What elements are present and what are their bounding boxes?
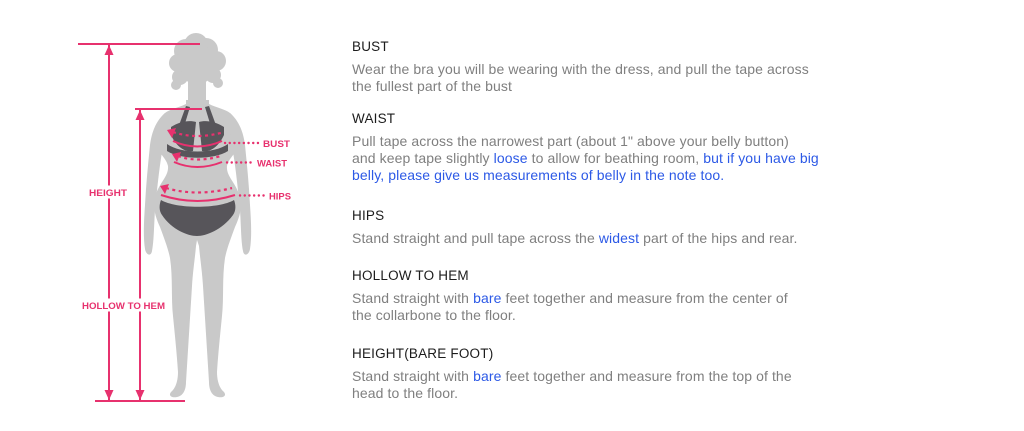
text-segment: and keep tape slightly <box>352 150 494 167</box>
section-heading: WAIST <box>352 111 396 126</box>
text-segment: Stand straight with <box>352 290 474 306</box>
section-body <box>352 133 867 185</box>
text-segment: to allow for beathing room, <box>527 150 704 167</box>
section-height-bare-foot <box>352 346 867 402</box>
section-body <box>352 61 867 95</box>
section-waist <box>352 111 867 185</box>
bust-label: BUST <box>263 139 291 150</box>
hollow-to-hem-label: HOLLOW TO HEM <box>82 301 166 312</box>
highlighted-text: loose <box>493 150 528 167</box>
text-segment: the collarbone to the floor. <box>352 307 516 324</box>
text-segment: feet together and measure from the center of <box>501 290 788 306</box>
text-segment: Stand straight with <box>352 368 474 384</box>
hips-label: HIPS <box>269 191 291 203</box>
text-segment: part of the hips and rear. <box>639 230 798 246</box>
text-segment: Stand straight and pull tape across the <box>352 230 599 246</box>
section-body <box>352 368 867 402</box>
measurement-diagram <box>0 0 340 426</box>
text-segment: feet together and measure from the top of the <box>501 368 792 384</box>
section-body <box>352 290 867 324</box>
text-segment: Pull tape across the narrowest part (about 1" above your belly button) <box>352 133 789 149</box>
section-heading: HOLLOW TO HEM <box>352 268 469 283</box>
highlighted-text: but if you have big <box>703 150 819 167</box>
section-body <box>352 230 867 247</box>
section-heading: HEIGHT(BARE FOOT) <box>352 346 494 361</box>
measurement-figure-svg <box>0 0 340 426</box>
waist-label: WAIST <box>257 158 288 170</box>
height-label: HEIGHT <box>89 188 128 199</box>
section-heading: BUST <box>352 39 389 54</box>
text-segment: Wear the bra you will be wearing with the dress, and pull the tape across <box>352 61 809 77</box>
highlighted-text: widest <box>598 230 640 246</box>
section-hollow-to-hem <box>352 268 867 324</box>
highlighted-text: belly, please give us measurements of belly in the note too. <box>352 167 725 184</box>
section-bust <box>352 39 867 95</box>
section-heading: HIPS <box>352 208 385 223</box>
section-hips <box>352 208 867 247</box>
highlighted-text: bare <box>473 290 502 306</box>
highlighted-text: bare <box>473 368 502 384</box>
text-segment: head to the floor. <box>352 385 459 402</box>
text-segment: the fullest part of the bust <box>352 78 513 95</box>
